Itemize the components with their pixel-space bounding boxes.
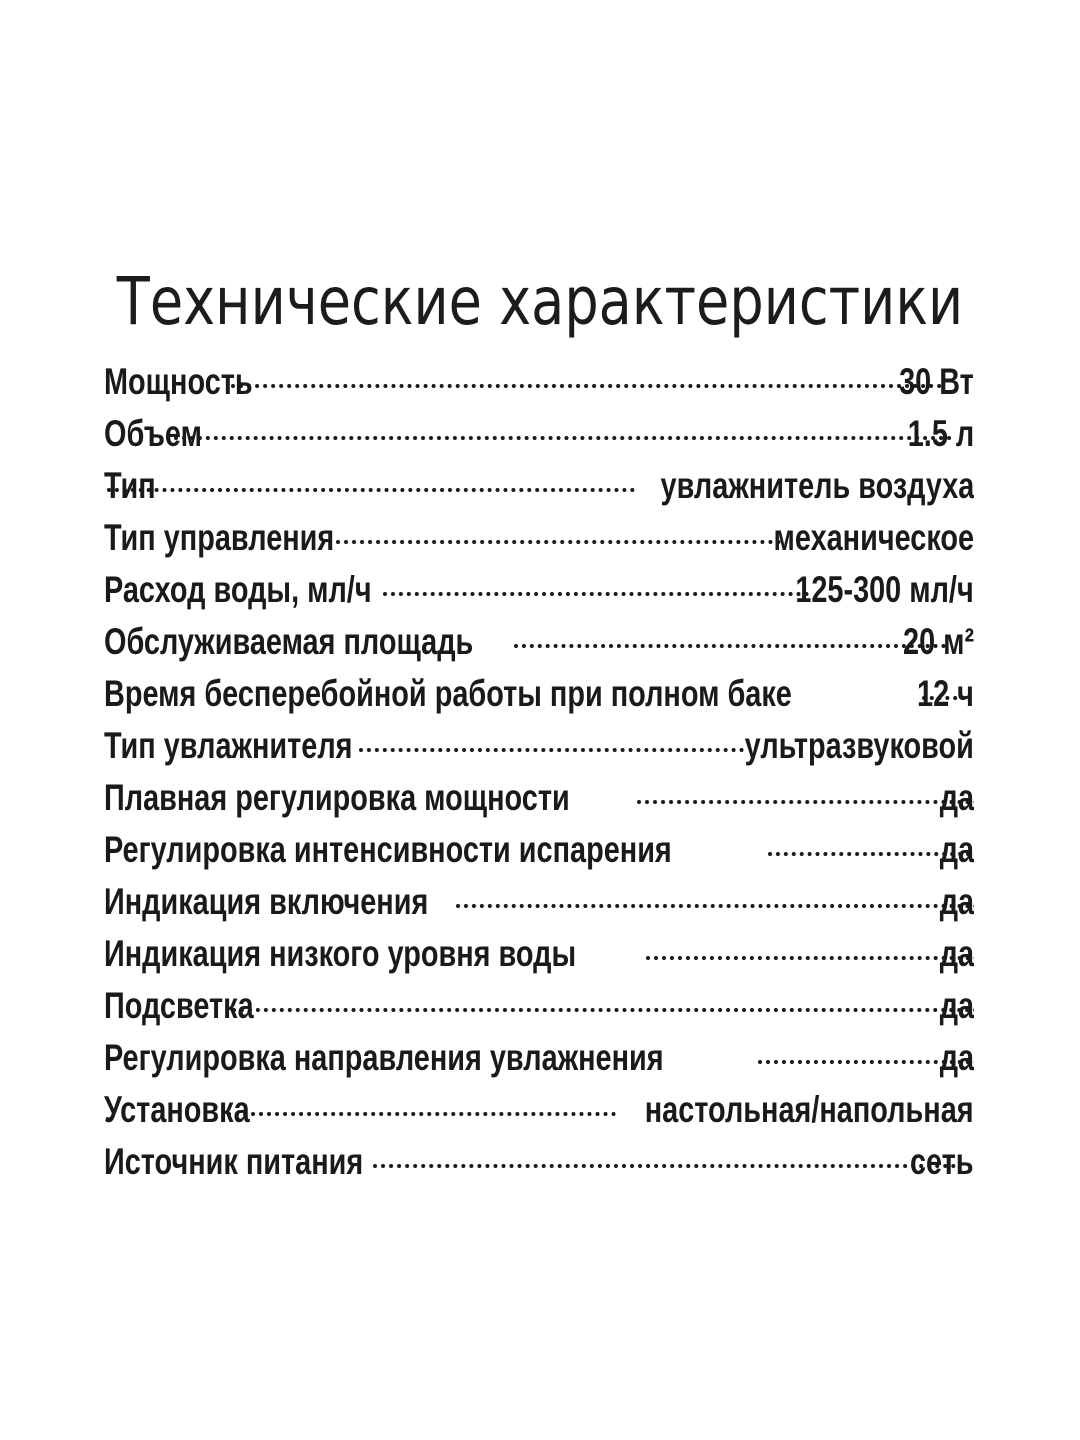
spec-value: ультразвуковой	[744, 725, 974, 766]
dot-leader	[383, 591, 808, 596]
spec-label: Индикация включения	[104, 881, 429, 922]
spec-label: Регулировка направления увлажнения	[104, 1037, 664, 1078]
spec-value: 20 м²	[902, 621, 974, 662]
dot-leader	[637, 799, 974, 804]
spec-list	[104, 356, 974, 1188]
spec-label: Тип	[104, 465, 156, 506]
spec-label: Обслуживаемая площадь	[104, 621, 474, 662]
dot-leader	[231, 383, 942, 388]
spec-value: увлажнитель воздуха	[660, 465, 974, 506]
spec-label: Тип управления	[104, 517, 335, 558]
spec-label: Плавная регулировка мощности	[104, 777, 570, 818]
spec-row	[104, 1136, 974, 1188]
spec-label: Время бесперебойной работы при полном баке	[104, 673, 792, 714]
dot-leader	[373, 1163, 956, 1168]
spec-row	[104, 460, 974, 512]
spec-value: да	[939, 881, 974, 922]
spec-row	[104, 928, 974, 980]
spec-row	[104, 616, 974, 668]
spec-row	[104, 824, 974, 876]
dot-leader	[232, 1007, 974, 1012]
spec-value: да	[939, 777, 974, 818]
spec-row	[104, 564, 974, 616]
spec-value: механическое	[773, 517, 974, 558]
dot-leader	[359, 747, 744, 752]
spec-value: 125-300 мл/ч	[795, 569, 974, 610]
spec-value: 30 Вт	[899, 361, 974, 402]
spec-row	[104, 668, 974, 720]
spec-label: Индикация низкого уровня воды	[104, 933, 577, 974]
dot-leader	[646, 955, 974, 960]
spec-row	[104, 1084, 974, 1136]
spec-value: настольная/напольная	[645, 1089, 974, 1130]
page-title: Технические характеристики	[116, 263, 964, 340]
spec-value: 1.5 л	[907, 413, 974, 454]
spec-row	[104, 408, 974, 460]
spec-label: Установка	[104, 1089, 250, 1130]
dot-leader	[336, 539, 781, 544]
spec-row	[104, 876, 974, 928]
dot-leader	[514, 643, 947, 648]
spec-row	[104, 356, 974, 408]
spec-value: да	[939, 985, 974, 1026]
dot-leader	[227, 1111, 616, 1116]
spec-label: Регулировка интенсивности испарения	[104, 829, 672, 870]
spec-label: Расход воды, мл/ч	[104, 569, 372, 610]
spec-row	[104, 980, 974, 1032]
spec-row	[104, 1032, 974, 1084]
spec-value: сеть	[910, 1141, 974, 1182]
spec-label: Подсветка	[104, 985, 254, 1026]
spec-label: Источник питания	[104, 1141, 364, 1182]
spec-value: да	[939, 1037, 974, 1078]
spec-row	[104, 772, 974, 824]
spec-value: да	[939, 933, 974, 974]
spec-value: да	[939, 829, 974, 870]
spec-row	[104, 512, 974, 564]
spec-label: Мощность	[104, 361, 253, 402]
spec-label: Тип увлажнителя	[104, 725, 353, 766]
dot-leader	[456, 903, 974, 908]
dot-leader	[166, 435, 952, 440]
spec-label: Объем	[104, 413, 202, 454]
spec-value: 12 ч	[917, 673, 974, 714]
spec-row	[104, 720, 974, 772]
dot-leader	[107, 487, 636, 492]
